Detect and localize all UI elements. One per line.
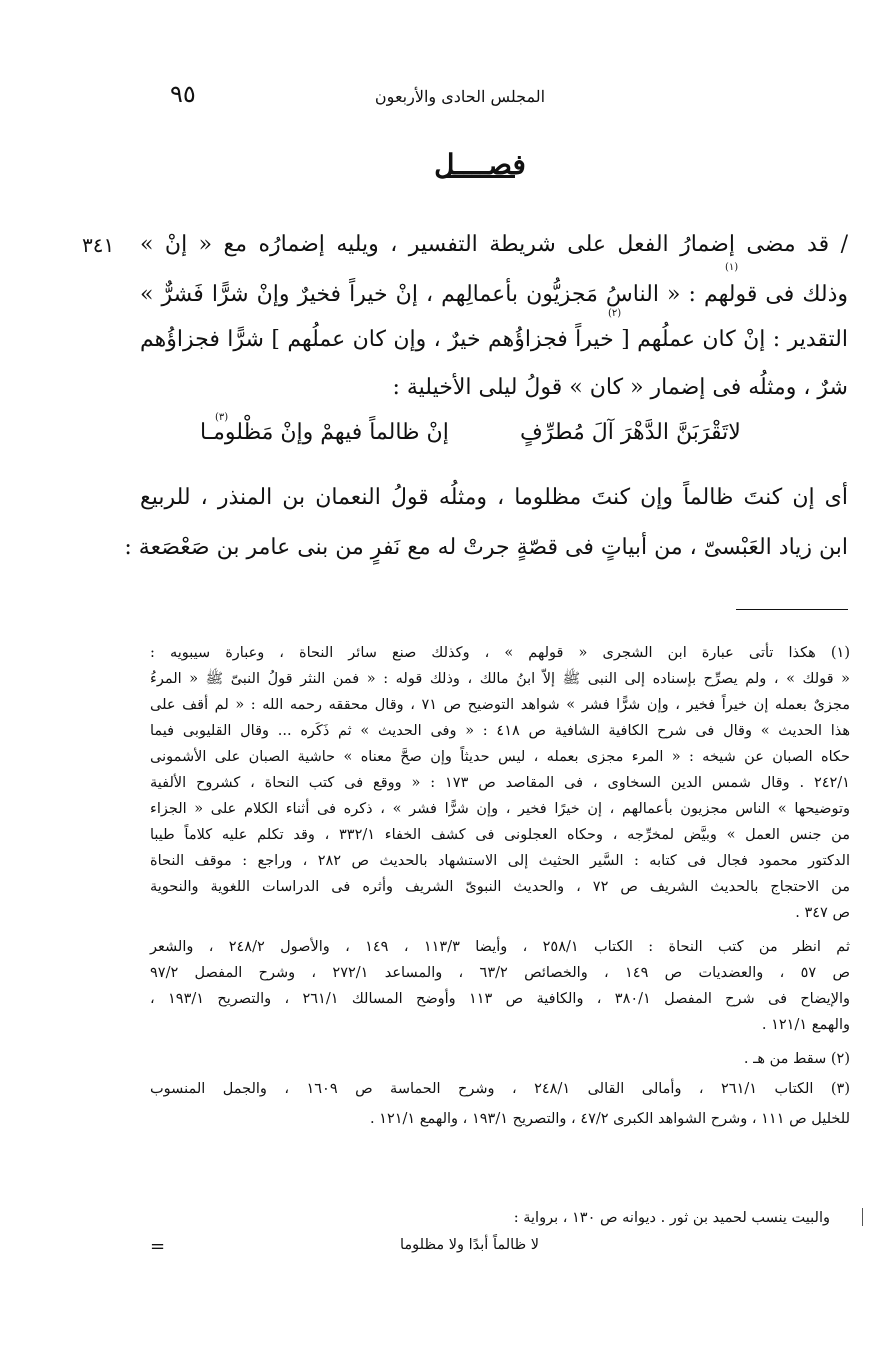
running-header: المجلس الحادى والأربعون (374, 87, 546, 106)
footnote-line: والبيت ينسب لحميد بن ثور . ديوانه ص ١٣٠ ، برواية : (513, 1210, 830, 1226)
footnote-line: هذا الحديث » وقال فى شرح الكافية الشافية ص ٤١٨ : « وفى الحديث » ثم ذَكَره ... وقال القليوبى فيما (150, 723, 851, 739)
footnote-divider (736, 609, 848, 610)
footnote-line: ثم انظر من كتب النحاة : الكتاب ٢٥٨/١ ، وأيضا ١١٣/٣ ، ١٤٩ ، والأصول ٢٤٨/٢ ، والشعر (150, 939, 850, 955)
footnote-line: للخليل ص ١١١ ، وشرح الشواهد الكبرى ٤٧/٢ ، والتصريح ١٩٣/١ ، والهمع ١٢١/١ . (369, 1111, 850, 1127)
footnote-verse-variant: لا ظالماً أبدًا ولا مظلوما (400, 1237, 539, 1253)
footnote-line: من جنس العمل » وبيَّض لمخرِّجه ، وحكاه العجلونى فى كشف الخفاء ٣٣٢/١ ، وقد تكلم عليه كلاماً طيبا (150, 827, 850, 843)
footnote-line: (٣) الكتاب ٢٦١/١ ، وأمالى القالى ٢٤٨/١ ، وشرح الحماسة ص ١٦٠٩ ، والجمل المنسوب (150, 1081, 850, 1097)
footnote-line: حكاه الصبان عن شيخه : « المرء مجزى بعمله ، ليس حديثاً وإن صحَّ معناه » حاشية الصبان على الأشمونى (150, 749, 850, 765)
continuation-mark: = (150, 1236, 166, 1257)
footnote-line: « قولك » ، ولم يصرِّح بإسناده إلى النبى ﷺ إلاّ ابنُ مالك ، وذلك قوله : « فمن النثر قولُ النبىّ ﷺ « المرءُ (150, 671, 850, 687)
footnote-line: من الاحتجاج بالحديث الشريف ص ٧٢ ، والحديث النبوىّ الشريف وأثره فى الدراسات اللغوية والنحوية (150, 879, 850, 895)
margin-bar (862, 1208, 863, 1226)
body-line-2: وذلك فى قولهم : « الناسُ مَجزيُّون بأعمالِهم ، إنْ خيراً فخيرٌ وإنْ شرًّا فَشرٌّ » (140, 282, 848, 307)
footnote-line: الدكتور محمود فجال فى كتابه : السَّير الحثيث إلى الاستشهاد بالحديث ص ٢٨٢ ، وراجع : موقف النحاة (150, 853, 850, 869)
poem-hemistich-1: لاتَقْرَبَنَّ الدَّهْرَ آلَ مُطرِّفٍ (520, 420, 741, 445)
body-line-6: ابن زياد العَبْسىّ ، من أبياتٍ فى قصّةٍ جرتْ له مع نَفرٍ من بنى عامر بن صَعْصَعة : (124, 535, 848, 560)
body-line-4: شرٌ ، ومثلُه فى إضمار « كان » قولُ ليلى الأخيلية : (392, 375, 848, 400)
margin-page-reference: ٣٤١ (82, 233, 115, 257)
body-line-1: / قد مضى إضمارُ الفعل على شريطة التفسير ، ويليه إضمارُه مع « إنْ » (140, 232, 848, 257)
footnote-line: مجزىٌ بعمله إن خيراً فخير ، وإن شرًّا فشر » شواهد التوضيح ص ٧١ ، وقال محققه رحمه الله : « لم أقف على (150, 697, 850, 713)
footnote-marker-1: (١) (725, 262, 739, 273)
footnote-line: والهمع ١٢١/١ . (761, 1017, 850, 1033)
footnote-line: (١) هكذا تأتى عبارة ابن الشجرى « قولهم » ، وكذلك صنع سائر النحاة ، وعبارة سيبويه : (150, 645, 850, 661)
footnote-marker-3: (٣) (215, 412, 229, 423)
section-title (420, 148, 540, 181)
footnote-line: والإيضاح فى شرح المفصل ٣٨٠/١ ، والكافية ص ١١٣ وأوضح المسالك ٢٦١/١ ، والتصريح ١٩٣/١ ، (150, 991, 851, 1007)
body-line-5: أى إن كنتَ ظالماً وإن كنتَ مظلوما ، ومثلُه قولُ النعمان بن المنذر ، للربيع (140, 485, 848, 510)
footnote-line: (٢) سقط من هـ . (743, 1051, 850, 1067)
footnote-marker-2: (٢) (608, 308, 622, 319)
section-title-text: فصــــل (434, 148, 526, 181)
body-line-3: التقدير : إنْ كان عملُهم [ خيراً فجزاؤُهم خيرٌ ، وإن كان عملُهم ] شرًّا فجزاؤُهم (140, 327, 848, 352)
footnote-line: ص ٣٤٧ . (795, 905, 850, 921)
poem-hemistich-2: إنْ ظالماً فيهمْ وإنْ مَظْلومـا (200, 420, 449, 445)
footnote-line: ٢٤٢/١ . وقال شمس الدين السخاوى ، فى المقاصد ص ١٧٣ : « ووقع فى كتب النحاة ، كشروح الألفية (150, 775, 850, 791)
footnote-line: ص ٥٧ ، والعضديات ص ١٤٩ ، والخصائص ٦٣/٢ ، والمساعد ٢٧٢/١ ، وشرح المفصل ٩٧/٢ (150, 965, 850, 981)
page-number: ٩٥ (170, 80, 196, 108)
footnote-line: وتوضيحها » الناس مجزيون بأعمالهم ، إن خيرًا فخير ، وإن شرًّا فشر » ، ذكره فى أثناء الكلام على « الجزاء (150, 801, 850, 817)
